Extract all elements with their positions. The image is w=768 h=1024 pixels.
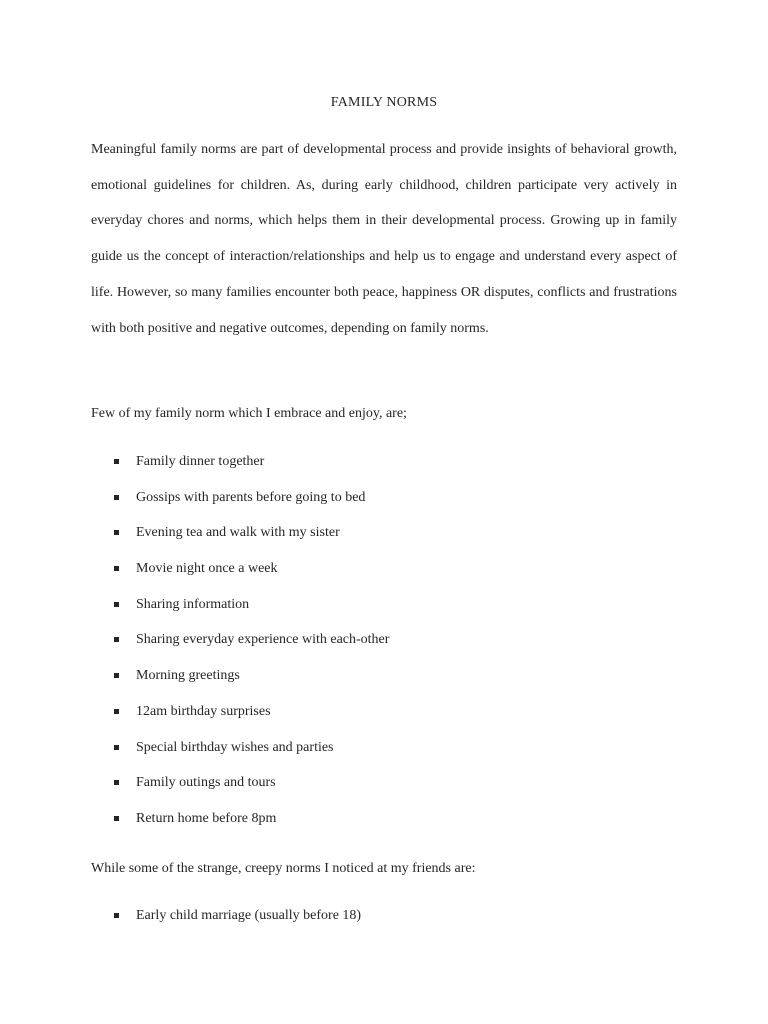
list-item-text: Early child marriage (usually before 18) — [136, 908, 362, 923]
list-item-text: Morning greetings — [136, 668, 240, 684]
strange-norms-lead: While some of the strange, creepy norms I noticed at my friends are: — [91, 861, 476, 876]
square-bullet-icon — [114, 816, 119, 821]
square-bullet-icon — [114, 780, 119, 785]
list-item-text: Movie night once a week — [136, 561, 278, 577]
square-bullet-icon — [114, 913, 119, 918]
square-bullet-icon — [114, 459, 119, 464]
list-item-text: Gossips with parents before going to bed — [136, 489, 366, 505]
square-bullet-icon — [114, 673, 119, 678]
list-item-text: Sharing everyday experience with each-other — [136, 632, 390, 648]
square-bullet-icon — [114, 709, 119, 714]
square-bullet-icon — [114, 566, 119, 571]
square-bullet-icon — [114, 745, 119, 750]
list-item-text: Sharing information — [136, 596, 250, 612]
list-item-text: Family outings and tours — [136, 775, 276, 791]
list-item-text: Evening tea and walk with my sister — [136, 525, 340, 541]
square-bullet-icon — [114, 637, 119, 642]
square-bullet-icon — [114, 530, 119, 535]
intro-paragraph: Meaningful family norms are part of developmental process and provide insights of behavioral growth, emotional guidelines for children. As, during early childhood, children participate very actively in everyday chores and norms, which helps them in their developmental process. Growing up in family guide us the concept of interaction/relationships and help us to engage and understand every aspect of life. However, so many families encounter both peace, happiness OR disputes, conflicts and frustrations with both positive and negative outcomes, depending on family norms. — [91, 142, 677, 336]
list-item-text: Return home before 8pm — [136, 810, 277, 826]
document-title: FAMILY NORMS — [330, 95, 438, 110]
list-item-text: 12am birthday surprises — [136, 703, 271, 719]
square-bullet-icon — [114, 495, 119, 500]
square-bullet-icon — [114, 602, 119, 607]
embraced-norms-lead: Few of my family norm which I embrace and enjoy, are; — [91, 406, 407, 421]
list-item-text: Family dinner together — [136, 454, 265, 469]
list-item-text: Special birthday wishes and parties — [136, 739, 334, 755]
